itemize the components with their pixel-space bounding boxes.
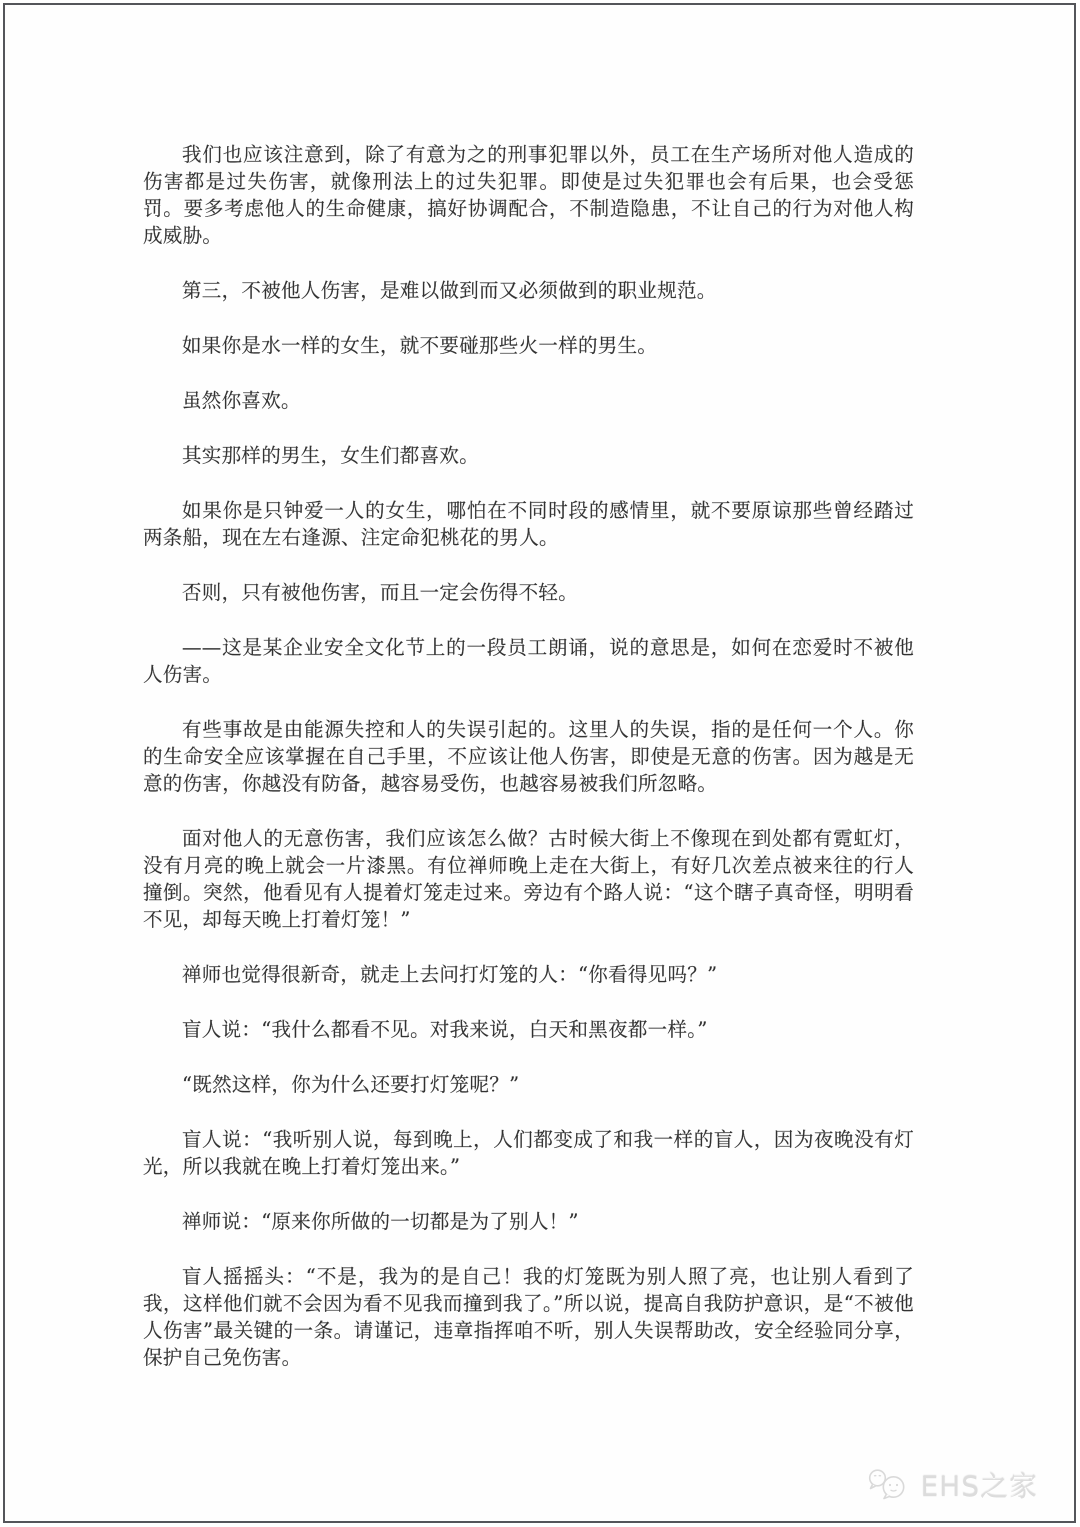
paragraph: 有些事故是由能源失控和人的失误引起的。这里人的失误，指的是任何一个人。你的生命安全应该掌握在自己手里，不应该让他人伤害，即使是无意的伤害。因为越是无意的伤害，你越没有防备，越容易受伤，也越容易被我们所忽略。 <box>143 718 914 795</box>
watermark-label: EHS之家 <box>920 1470 1038 1503</box>
paragraph: ——这是某企业安全文化节上的一段员工朗诵，说的意思是，如何在恋爱时不被他人伤害。 <box>143 636 914 686</box>
paragraph: 禅师也觉得很新奇，就走上去问打灯笼的人：“你看得见吗？” <box>182 963 718 986</box>
paragraph: 虽然你喜欢。 <box>182 389 301 412</box>
paragraph: 盲人摇摇头：“不是，我为的是自己！我的灯笼既为别人照了亮，也让别人看到了我，这样他们就不会因为看不见我而撞到我了。”所以说，提高自我防护意识，是“不被他人伤害”最关键的一条。请谨记，违章指挥咱不听，别人失误帮助改，安全经验同分享，保护自己免伤害。 <box>143 1265 914 1369</box>
paragraph: 面对他人的无意伤害，我们应该怎么做？古时候大街上不像现在到处都有霓虹灯，没有月亮的晚上就会一片漆黑。有位禅师晚上走在大街上，有好几次差点被来往的行人撞倒。突然，他看见有人提着灯笼走过来。旁边有个路人说：“这个瞎子真奇怪，明明看不见，却每天晚上打着灯笼！” <box>143 827 914 931</box>
paragraph: 如果你是只钟爱一人的女生，哪怕在不同时段的感情里，就不要原谅那些曾经踏过两条船，现在左右逢源、注定命犯桃花的男人。 <box>143 499 914 549</box>
paragraph: 盲人说：“我听别人说，每到晚上，人们都变成了和我一样的盲人，因为夜晚没有灯光，所以我就在晚上打着灯笼出来。” <box>143 1128 914 1178</box>
wechat-icon <box>866 1467 914 1503</box>
paragraph: 禅师说：“原来你所做的一切都是为了别人！” <box>182 1210 579 1233</box>
document-body <box>5 5 1074 1521</box>
paragraph: 盲人说：“我什么都看不见。对我来说，白天和黑夜都一样。” <box>182 1018 708 1041</box>
paragraph: 如果你是水一样的女生，就不要碰那些火一样的男生。 <box>182 334 658 357</box>
paragraph: 我们也应该注意到，除了有意为之的刑事犯罪以外，员工在生产场所对他人造成的伤害都是过失伤害，就像刑法上的过失犯罪。即使是过失犯罪也会有后果，也会受惩罚。要多考虑他人的生命健康，搞好协调配合，不制造隐患，不让自己的行为对他人构成威胁。 <box>143 143 914 247</box>
paragraph: 第三，不被他人伤害，是难以做到而又必须做到的职业规范。 <box>182 279 717 302</box>
watermark <box>866 1465 1038 1505</box>
document-page <box>3 3 1076 1523</box>
paragraph: 其实那样的男生，女生们都喜欢。 <box>182 444 480 467</box>
paragraph: 否则，只有被他伤害，而且一定会伤得不轻。 <box>182 581 579 604</box>
paragraph: “既然这样，你为什么还要打灯笼呢？” <box>182 1073 520 1096</box>
